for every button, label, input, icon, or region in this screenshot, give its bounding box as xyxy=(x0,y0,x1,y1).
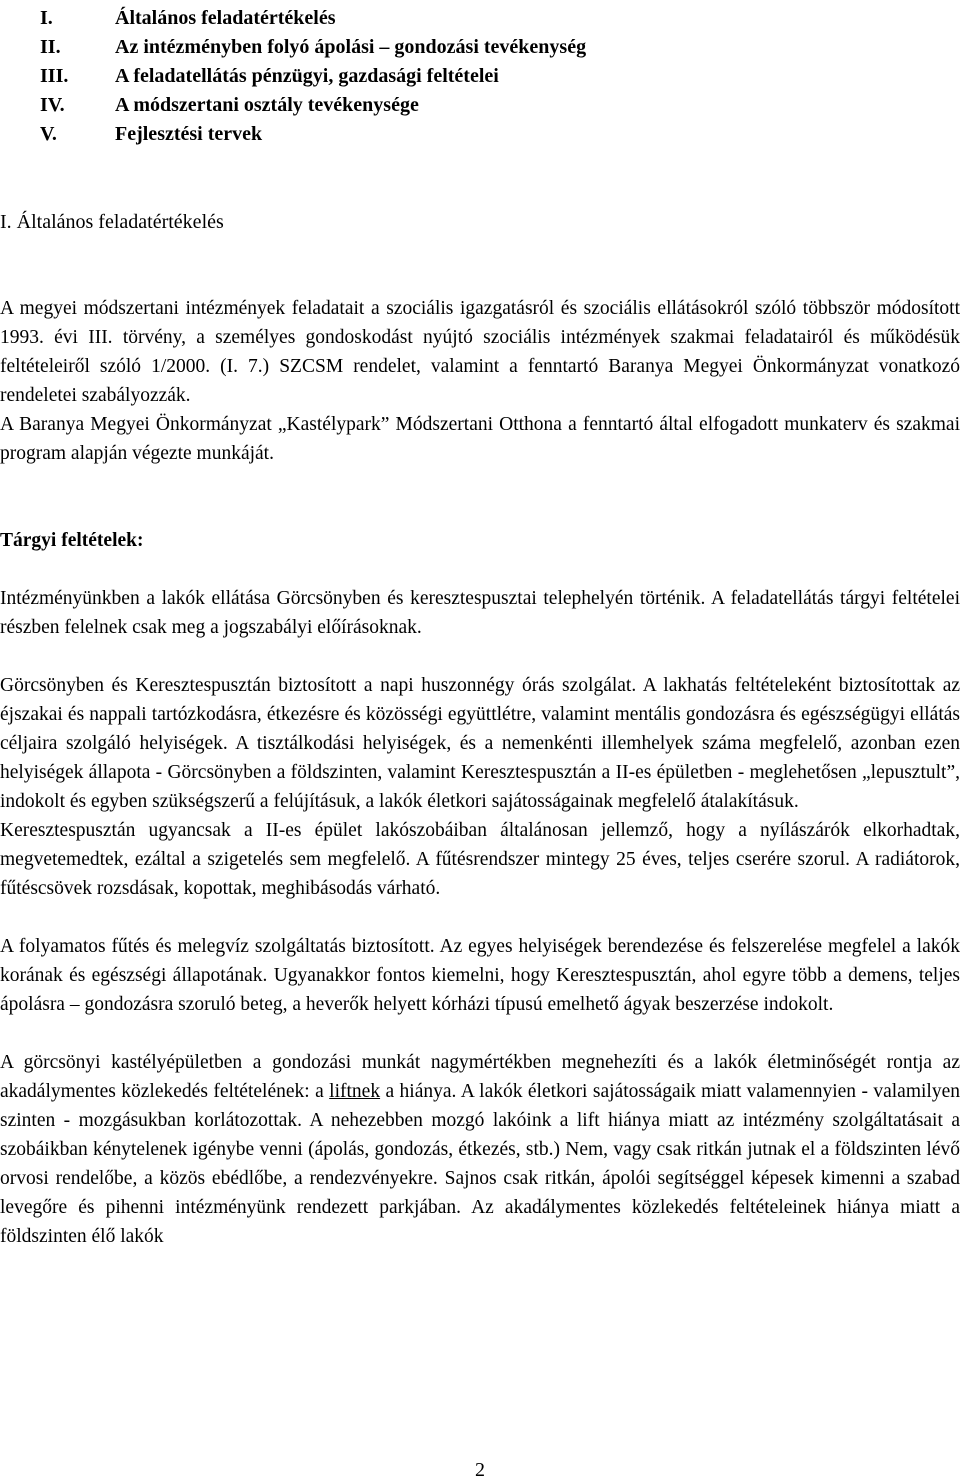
toc-label: Általános feladatértékelés xyxy=(115,7,336,29)
subheading-material-conditions: Tárgyi feltételek: xyxy=(0,530,144,551)
paragraph-building-state: Keresztespusztán ugyancsak a II-es épület lakószobáiban általánosan jellemző, hogy a nyílászárók elkorhadtak, megvetemedtek, ezáltal a szigetelés sem megfelelő. A fűtésrendszer mintegy 25 éves, teljes cserére szorul. A radiátorok, fűtéscsövek rozsdásak, kopottak, meghibásodás várható. xyxy=(0,820,960,899)
body-text-conditions xyxy=(0,526,960,1251)
lift-text-start: A görcsönyi kastélyépületben a gondozási munkát nagymértékben megnehezíti és a lakók életminőségét rontja az akadálymentes közlekedés feltételének: a xyxy=(0,1052,960,1102)
toc-label: A módszertani osztály tevékenysége xyxy=(115,94,419,116)
toc-label: Fejlesztési tervek xyxy=(115,123,263,145)
toc-number: III. xyxy=(40,65,69,87)
toc-item xyxy=(40,33,920,62)
page-number: 2 xyxy=(475,1459,485,1481)
toc-number: V. xyxy=(40,123,57,145)
paragraph-work-plan: A Baranya Megyei Önkormányzat „Kastélypark” Módszertani Otthona a fenntartó által elfogadott munkaterv és szakmai program alapján végezte munkáját. xyxy=(0,414,960,464)
toc-label: Az intézményben folyó ápolási – gondozási tevékenység xyxy=(115,36,587,58)
body-text-top xyxy=(0,294,960,468)
paragraph-sites: Intézményünkben a lakók ellátása Görcsönyben és keresztespusztai telephelyén történik. A feladatellátás tárgyi feltételei részben felelnek csak meg a jogszabályi előírásoknak. xyxy=(0,588,960,638)
toc-item xyxy=(40,91,920,120)
toc-item xyxy=(40,62,920,91)
toc-number: I. xyxy=(40,7,53,29)
paragraph-legal-basis: A megyei módszertani intézmények feladatait a szociális igazgatásról és szociális ellátásokról szóló többször módosított 1993. évi III. törvény, a személyes gondoskodást nyújtó szociális intézmények szakmai feladatairól és működésük feltételeiről szóló 1/2000. (I. 7.) SZCSM rendelet, valamint a fenntartó Baranya Megyei Önkormányzat vonatkozó rendeletei szabályozzák. xyxy=(0,298,960,406)
toc-item xyxy=(40,120,920,149)
toc-number: II. xyxy=(40,36,61,58)
paragraph-service-rooms: Görcsönyben és Keresztespusztán biztosított a napi huszonnégy órás szolgálat. A lakhatás feltételeként biztosítottak az éjszakai és nappali tartózkodásra, étkezésre és közösségi együttlétre, valamint mentális gondozásra és egészségügyi ellátás céljaira szolgáló helyiségek. A tisztálkodási helyiségek, és a nemenkénti illemhelyek száma megfelelő, azonban ezen helyiségek állapota - Görcsönyben a földszinten, valamint Keresztespusztán a II-es épületben - meglehetősen „lepusztult”, indokolt és egyben szükségszerű a felújításuk, a lakók életkori sajátosságainak megfelelő átalakításuk. xyxy=(0,675,960,812)
toc-label: A feladatellátás pénzügyi, gazdasági feltételei xyxy=(115,65,499,87)
toc-number: IV. xyxy=(40,94,65,116)
table-of-contents xyxy=(40,4,920,149)
lift-text-end: a hiánya. A lakók életkori sajátosságaik miatt valamennyien - valamilyen szinten - mozgásukban korlátozottak. A nehezebben mozgó lakóink a lift hiánya miatt az intézmény szolgáltatásait a szobáikban kénytelenek igénybe venni (ápolás, gondozás, étkezés, stb.) Nem, vagy csak ritkán jutnak el a földszinten lévő orvosi rendelőbe, a közös ebédlőbe, a rendezvényekre. Sajnos csak ritkán, ápolói segítséggel képesek kimenni a szabad levegőre és pihenni intézményünk rendezett parkjában. Az akadálymentes közlekedés feltételeinek hiánya miatt a földszinten élő lakók xyxy=(0,1081,960,1247)
section-title: I. Általános feladatértékelés xyxy=(0,211,224,233)
paragraph-heating: A folyamatos fűtés és melegvíz szolgáltatás biztosított. Az egyes helyiségek berendezése és felszerelése megfelel a lakók korának és egészségi állapotának. Ugyanakkor fontos kiemelni, hogy Keresztespusztán, ahol egyre több a demens, teljes ápolásra – gondozásra szoruló beteg, a heverők helyett kórházi típusú emelhető ágyak beszerzése indokolt. xyxy=(0,936,960,1015)
paragraph-lift xyxy=(0,1048,960,1251)
lift-underlined-word: liftnek xyxy=(329,1081,381,1102)
toc-item xyxy=(40,4,920,33)
